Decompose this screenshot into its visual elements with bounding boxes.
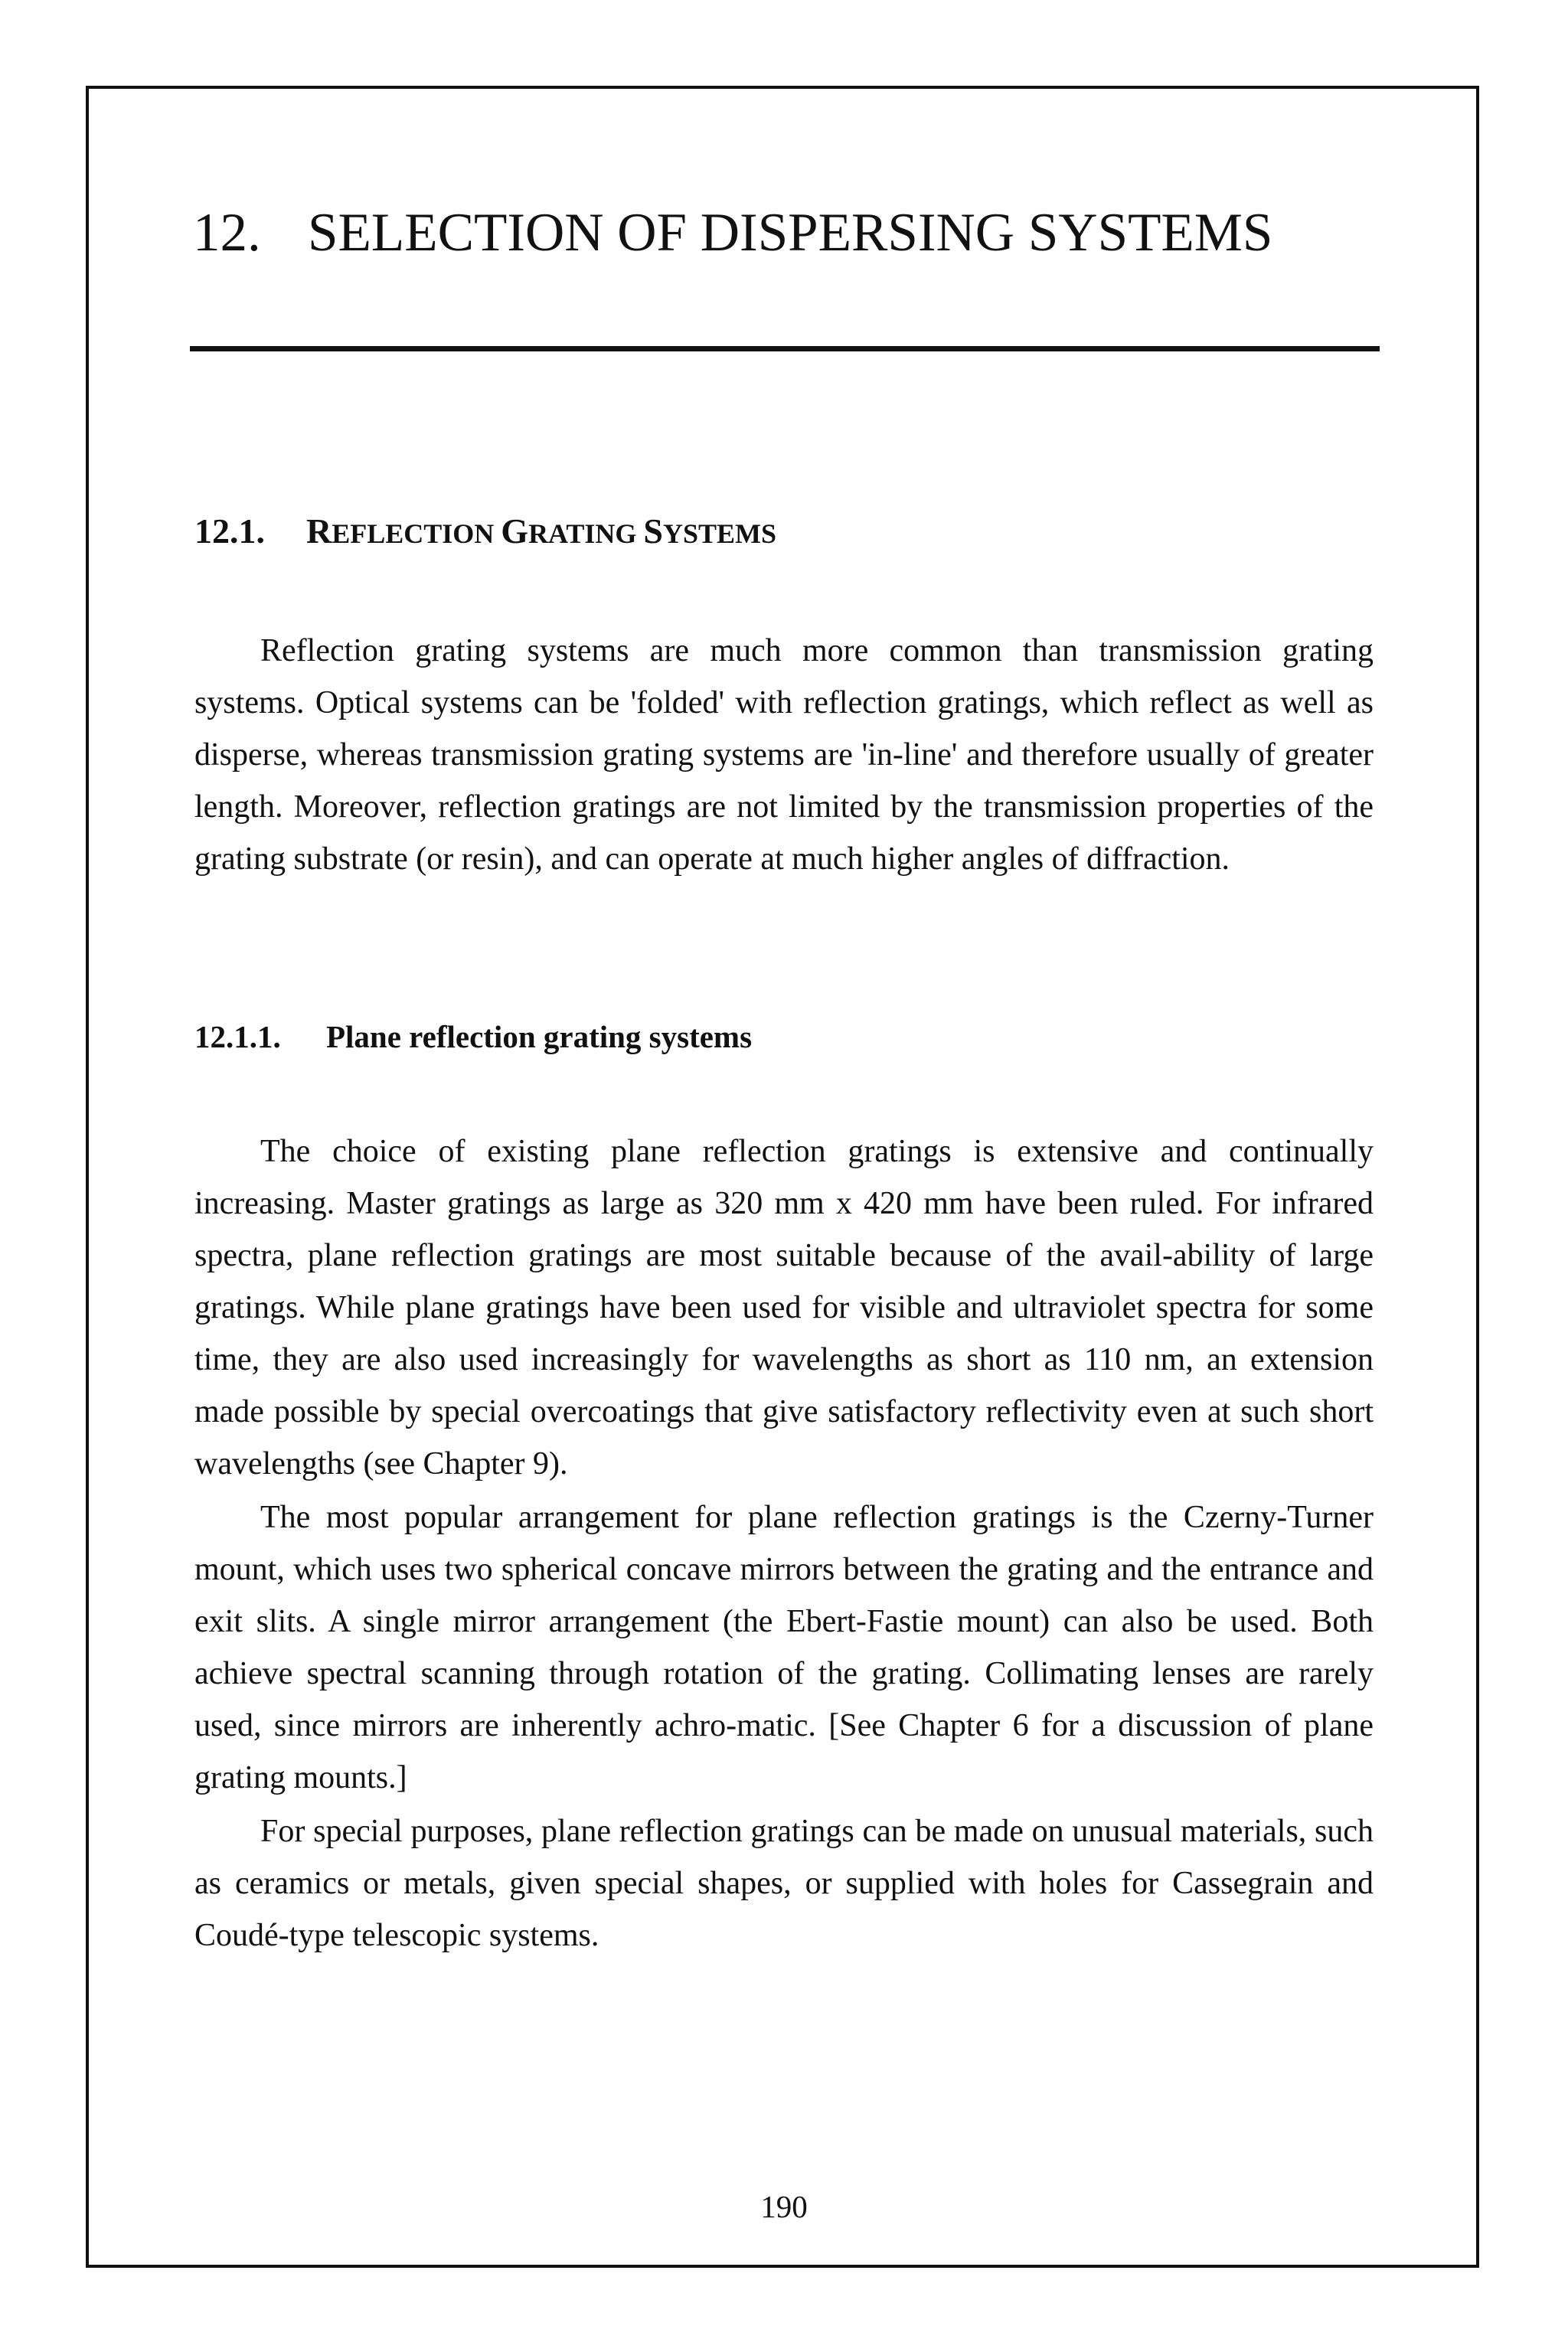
body-paragraph: For special purposes, plane reflection gratings can be made on unusual materials, such as ceramics or metals, given special shapes, or supplied with holes for Cassegrain and Coudé-type telescopic systems.	[194, 1814, 1374, 1953]
subsection-heading	[194, 1018, 752, 1056]
page-number: 190	[760, 2189, 808, 2224]
chapter-title	[193, 201, 1418, 266]
section-title-rest: YSTEMS	[663, 518, 777, 549]
title-rule	[190, 346, 1380, 351]
section-title-rest: EFLECTION	[332, 518, 501, 549]
body-paragraph: The most popular arrangement for plane reflection gratings is the Czerny-Turner mount, which uses two spherical concave mirrors between the grating and the entrance and exit slits. A single mirror arrangement (the Ebert-Fastie mount) can also be used. Both achieve spectral scanning through rotation of the grating. Collimating lenses are rarely used, since mirrors are inherently achro-matic. [See Chapter 6 for a discussion of plane grating mounts.]	[194, 1500, 1374, 1795]
section-title-rest: RATING	[528, 518, 644, 549]
section-heading	[194, 510, 776, 552]
section-title-initial: R	[306, 511, 332, 550]
section-intro-paragraph: Reflection grating systems are much more common than transmission grating systems. Optical systems can be 'folded' with reflection gratings, which reflect as well as disperse, whereas transmission grating systems are 'in-line' and therefore usually of greater length. Moreover, reflection gratings are not limited by the transmission properties of the grating substrate (or resin), and can operate at much higher angles of diffraction.	[194, 633, 1374, 877]
chapter-title-text: SELECTION OF DISPERSING SYSTEMS	[308, 203, 1273, 263]
subsection-title: Plane reflection grating systems	[326, 1019, 753, 1054]
chapter-number: 12.	[193, 203, 261, 263]
body-paragraph: The choice of existing plane reflection gratings is extensive and continually increasing. Master gratings as large as 320 mm x 420 mm have been ruled. For infrared spectra, plane reflection gratings are most suitable because of the avail-ability of large gratings. While plane gratings have been used for visible and ultraviolet spectra for some time, they are also used increasingly for wavelengths as short as 110 nm, an extension made possible by special overcoatings that give satisfactory reflectivity even at such short wavelengths (see Chapter 9).	[194, 1134, 1374, 1481]
section-title-initial: G	[501, 511, 529, 550]
section-number: 12.1.	[194, 511, 265, 550]
subsection-number: 12.1.1.	[194, 1019, 281, 1054]
section-title-initial: S	[643, 511, 664, 550]
